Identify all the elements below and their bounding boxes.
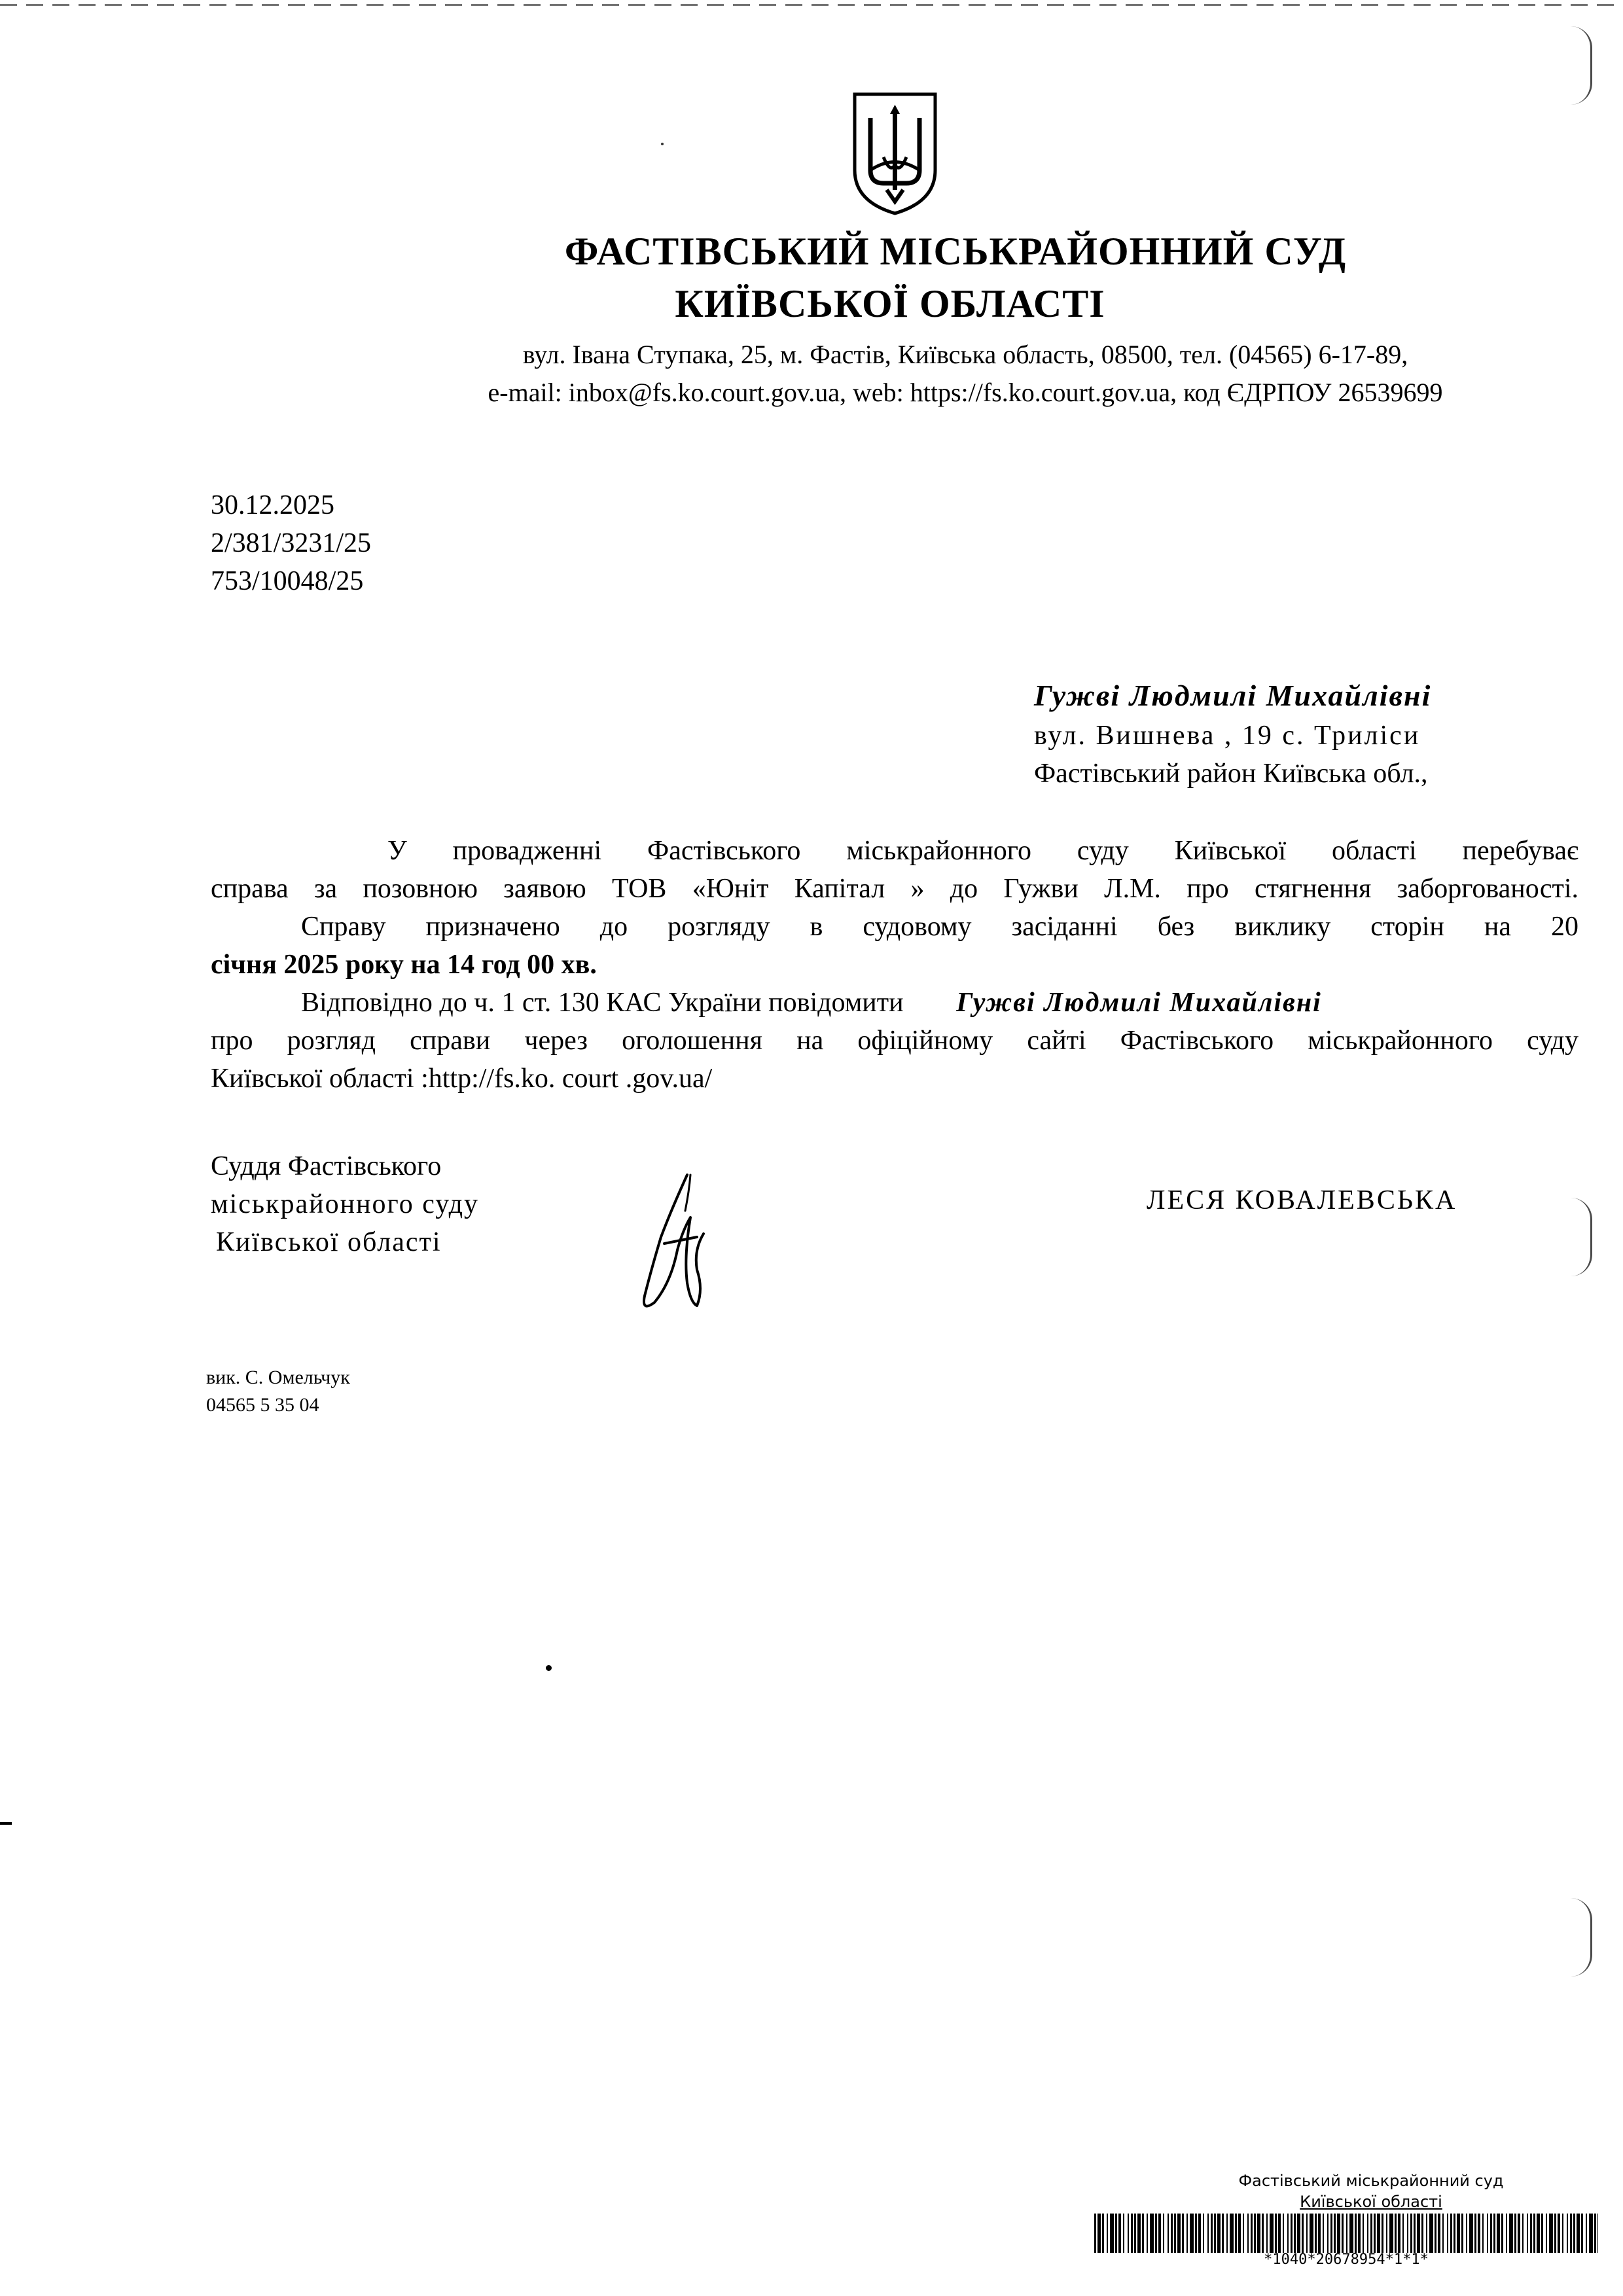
hearing-date: січня 2025 року на 14 год 00 хв. xyxy=(211,950,597,980)
document-date: 30.12.2025 xyxy=(211,490,334,520)
stamp-court-region: Київської області xyxy=(1300,2193,1442,2211)
paragraph-3-addressee: Гужві Людмилі Михайлівні xyxy=(956,988,1322,1018)
judge-title-line2: міськрайонного суду xyxy=(211,1189,480,1219)
scan-edge-arc xyxy=(1571,26,1592,105)
scan-edge-line xyxy=(0,4,1623,6)
paragraph-3-line-3: Київської області :http://fs.ko. court .gov.ua/ xyxy=(211,1064,713,1094)
paragraph-3-prefix: Відповідно до ч. 1 ст. 130 КАС України повідомити xyxy=(301,988,904,1018)
addressee-region: Фастівський район Київська обл., xyxy=(1034,759,1428,789)
case-number: 753/10048/25 xyxy=(211,566,364,596)
court-contacts: e-mail: inbox@fs.ko.court.gov.ua, web: https://fs.ko.court.gov.ua, код ЄДРПОУ 26539699 xyxy=(488,378,1443,407)
executor-name: вик. С. Омельчук xyxy=(206,1367,350,1388)
judge-name: ЛЕСЯ КОВАЛЕВСЬКА xyxy=(1147,1185,1457,1215)
stamp-court-name: Фастівський міськрайонний суд xyxy=(1238,2172,1504,2190)
outgoing-number: 2/381/3231/25 xyxy=(211,528,372,558)
executor-phone: 04565 5 35 04 xyxy=(206,1394,319,1416)
trident-coat-of-arms-icon xyxy=(851,92,939,216)
court-name-line2: КИЇВСЬКОЇ ОБЛАСТІ xyxy=(675,282,1105,325)
handwritten-signature-icon xyxy=(625,1172,717,1325)
scan-dot xyxy=(546,1665,552,1671)
paragraph-1-line-2: справа за позовною заявою ТОВ «Юніт Капітал » до Гужви Л.М. про стягнення заборгованості. xyxy=(211,874,1578,904)
scan-edge-arc xyxy=(1571,1898,1592,1977)
judge-title-line1: Суддя Фастівського xyxy=(211,1151,442,1181)
paragraph-2-line-1: Справу призначено до розгляду в судовому засіданні без виклику сторін на 20 xyxy=(301,912,1578,942)
court-name-line1: ФАСТІВСЬКИЙ МІСЬКРАЙОННИЙ СУД xyxy=(564,230,1347,273)
court-address: вул. Івана Ступака, 25, м. Фастів, Київська область, 08500, тел. (04565) 6-17-89, xyxy=(522,340,1408,369)
paragraph-3-line-1 xyxy=(301,987,1578,1018)
judge-title-line3: Київської області xyxy=(216,1227,442,1257)
barcode-icon xyxy=(1094,2214,1598,2253)
addressee-name: Гужві Людмилі Михайлівні xyxy=(1034,679,1432,712)
barcode-number: *1040*20678954*1*1* xyxy=(1264,2251,1429,2268)
scan-edge-arc xyxy=(1571,1198,1592,1276)
scan-mark xyxy=(0,1822,12,1825)
paragraph-3-line-2: про розгляд справи через оголошення на офіційному сайті Фастівського міськрайонного суду xyxy=(211,1026,1578,1056)
addressee-street: вул. Вишнева , 19 с. Триліси xyxy=(1034,721,1421,751)
scan-dot xyxy=(661,143,664,145)
paragraph-1-line-1: У провадженні Фастівського міськрайонного суду Київської області перебуває xyxy=(387,836,1578,866)
